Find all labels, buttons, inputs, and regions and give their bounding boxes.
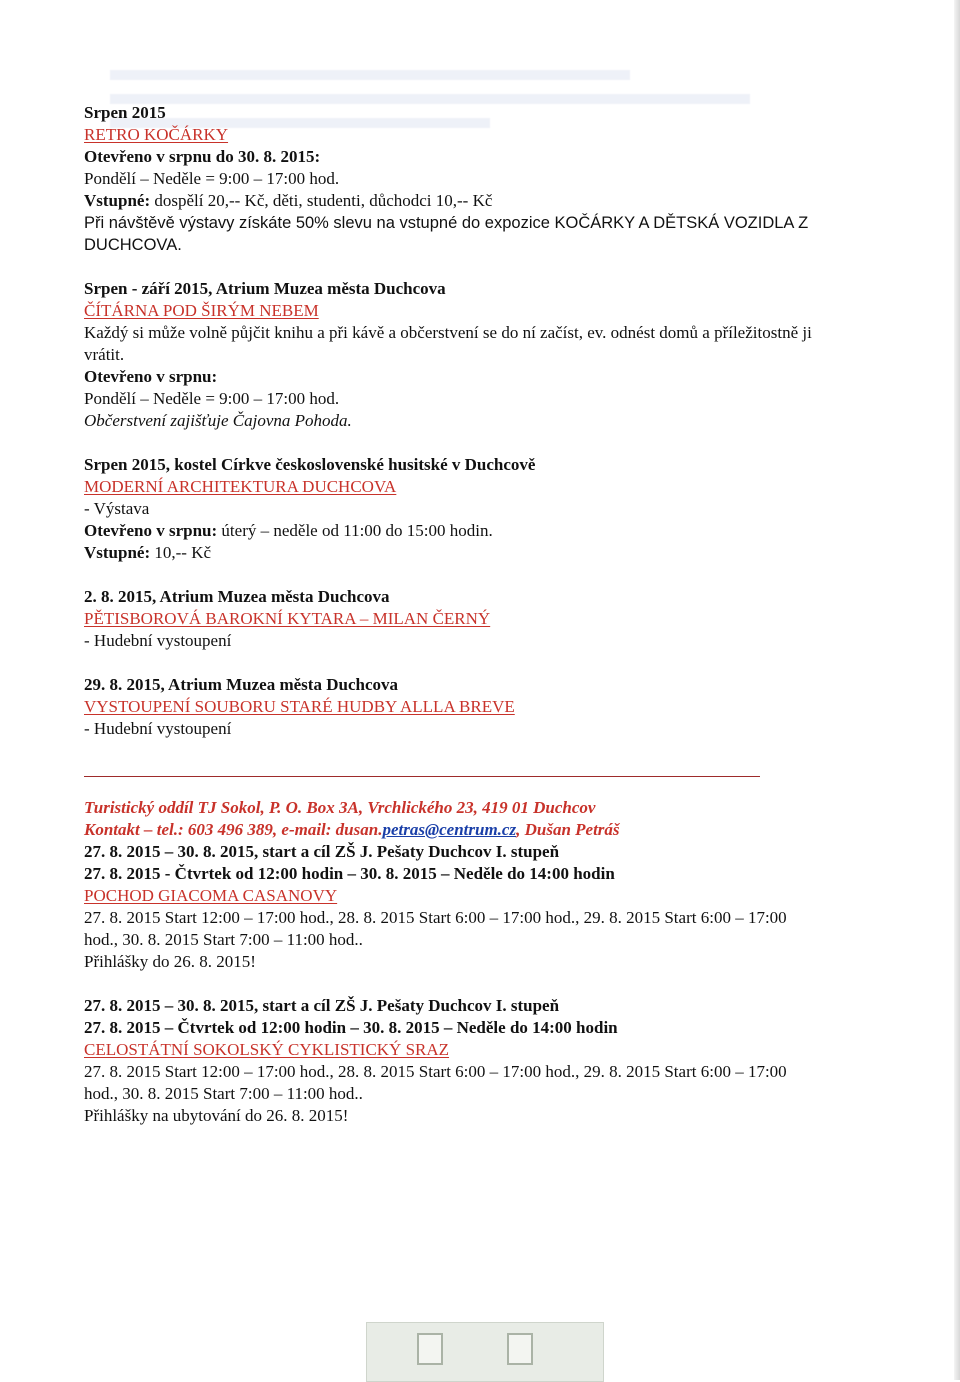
event-heading: 29. 8. 2015, Atrium Muzea města Duchcova <box>84 675 398 694</box>
event-pochod <box>84 841 824 973</box>
event-type: - Hudební vystoupení <box>84 719 232 738</box>
opening-hours: Pondělí – Neděle = 9:00 – 17:00 hod. <box>84 389 340 408</box>
event-cyklisticky-sraz <box>84 995 824 1127</box>
admission-label: Vstupné: <box>84 191 151 210</box>
opening-text: úterý – neděle od 11:00 do 15:00 hodin. <box>221 521 493 540</box>
opening-info: Otevřeno v srpnu do 30. 8. 2015: <box>84 147 321 166</box>
event-title: POCHOD GIACOMA CASANOVY <box>84 886 338 905</box>
section-divider <box>84 776 760 777</box>
event-citarna <box>84 278 824 432</box>
bottom-scan-artifact <box>366 1322 604 1382</box>
event-type: - Hudební vystoupení <box>84 631 232 650</box>
admission-label: Vstupné: <box>84 543 151 562</box>
admission-line <box>84 542 824 564</box>
event-title: ČÍTÁRNA POD ŠIRÝM NEBEM <box>84 301 319 320</box>
contact-suffix: , Dušan Petráš <box>516 820 620 839</box>
start-times: 27. 8. 2015 Start 12:00 – 17:00 hod., 28. 8. 2015 Start 6:00 – 17:00 hod., 29. 8. 2015 Start 6:00 – 17:00 hod., 30. 8. 2015 Start 7:00 – 11:00 hod.. <box>84 908 787 949</box>
opening-label: Otevřeno v srpnu: <box>84 521 218 540</box>
event-description: Každý si může volně půjčit knihu a při kávě a občerstvení se do ní začíst, ev. odnést domů a příležitostně ji vrátit. <box>84 323 812 364</box>
contact-line <box>84 819 824 841</box>
opening-hours: Pondělí – Neděle = 9:00 – 17:00 hod. <box>84 169 340 188</box>
admission-line <box>84 190 824 212</box>
opening-info: Otevřeno v srpnu: <box>84 367 218 386</box>
admission-text: 10,-- Kč <box>154 543 212 562</box>
event-title: PĚTISBOROVÁ BAROKNÍ KYTARA – MILAN ČERNÝ <box>84 609 491 628</box>
event-type: - Výstava <box>84 499 150 518</box>
event-moderni-architektura <box>84 454 824 564</box>
discount-note: Při návštěvě výstavy získáte 50% slevu na vstupné do expozice KOČÁRKY A DĚTSKÁ VOZIDLA Z DUCHCOVA. <box>84 214 809 254</box>
event-heading: 2. 8. 2015, Atrium Muzea města Duchcova <box>84 587 390 606</box>
bleed-through <box>110 70 630 80</box>
registration-deadline: Přihlášky do 26. 8. 2015! <box>84 952 256 971</box>
event-range: 27. 8. 2015 – Čtvrtek od 12:00 hodin – 30. 8. 2015 – Neděle do 14:00 hodin <box>84 1018 618 1037</box>
event-retro-kocarky <box>84 102 824 256</box>
event-dates: 27. 8. 2015 – 30. 8. 2015, start a cíl ZŠ J. Pešaty Duchcov I. stupeň <box>84 842 560 861</box>
event-range: 27. 8. 2015 - Čtvrtek od 12:00 hodin – 30. 8. 2015 – Neděle do 14:00 hodin <box>84 864 615 883</box>
organizer-address: Turistický oddíl TJ Sokol, P. O. Box 3A, Vrchlického 23, 419 01 Duchcov <box>84 798 596 817</box>
event-heading: Srpen - září 2015, Atrium Muzea města Duchcova <box>84 279 446 298</box>
sokol-contact <box>84 797 824 841</box>
contact-prefix: Kontakt – tel.: 603 496 389, e-mail: dusan. <box>84 820 383 839</box>
event-title: MODERNÍ ARCHITEKTURA DUCHCOVA <box>84 477 397 496</box>
picture-frame-icon <box>507 1333 533 1365</box>
event-title: CELOSTÁTNÍ SOKOLSKÝ CYKLISTICKÝ SRAZ <box>84 1040 450 1059</box>
opening-line <box>84 520 824 542</box>
refreshment-note: Občerstvení zajišťuje Čajovna Pohoda. <box>84 411 352 430</box>
event-alla-breve <box>84 674 824 740</box>
event-heading: Srpen 2015 <box>84 103 166 122</box>
film-strip-icon <box>417 1333 443 1365</box>
email-link[interactable]: petras@centrum.cz <box>382 820 517 839</box>
event-dates: 27. 8. 2015 – 30. 8. 2015, start a cíl ZŠ J. Pešaty Duchcov I. stupeň <box>84 996 560 1015</box>
event-title: RETRO KOČÁRKY <box>84 125 229 144</box>
admission-text: dospělí 20,-- Kč, děti, studenti, důchodci 10,-- Kč <box>154 191 493 210</box>
event-title: VYSTOUPENÍ SOUBORU STARÉ HUDBY ALLLA BREVE <box>84 697 515 716</box>
event-heading: Srpen 2015, kostel Církve československé husitské v Duchcově <box>84 455 536 474</box>
start-times: 27. 8. 2015 Start 12:00 – 17:00 hod., 28. 8. 2015 Start 6:00 – 17:00 hod., 29. 8. 2015 Start 6:00 – 17:00 hod., 30. 8. 2015 Start 7:00 – 11:00 hod.. <box>84 1062 787 1103</box>
document-body <box>84 102 824 1127</box>
registration-deadline: Přihlášky na ubytování do 26. 8. 2015! <box>84 1106 349 1125</box>
event-kytara <box>84 586 824 652</box>
page-edge-shadow <box>954 0 960 1380</box>
